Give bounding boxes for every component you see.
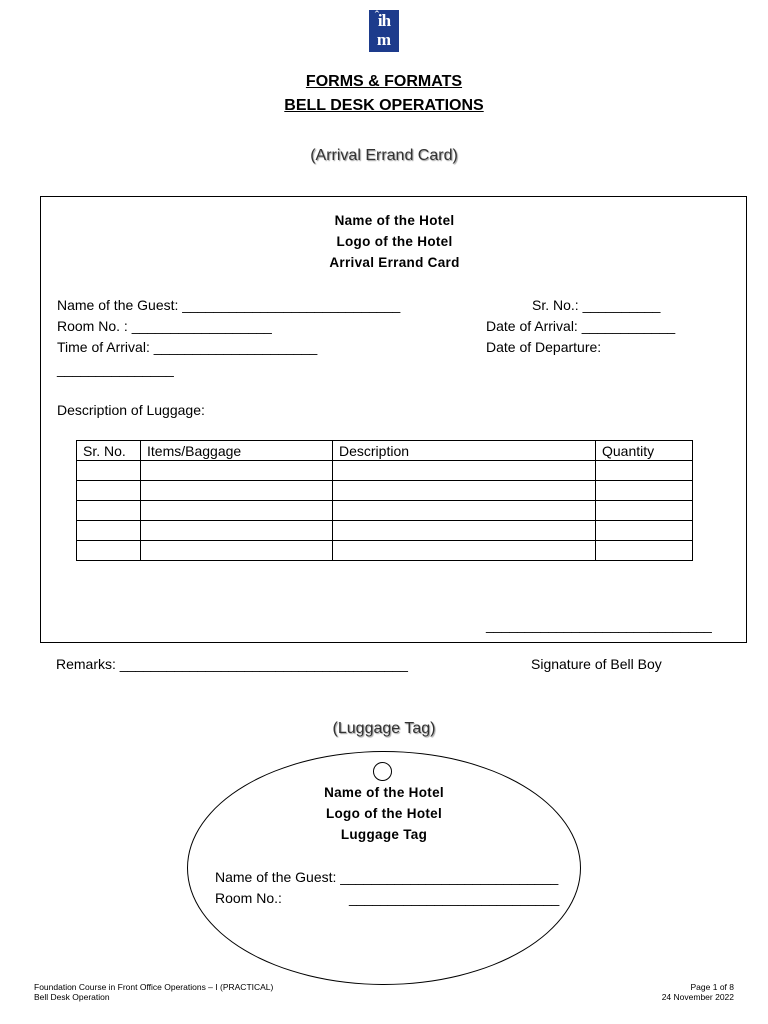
table-row	[77, 521, 693, 541]
table-cell[interactable]	[141, 501, 333, 521]
guest-name-field[interactable]: Name of the Guest: ____________________________	[57, 297, 401, 313]
table-cell[interactable]	[141, 521, 333, 541]
section-title-arrival-errand-card: (Arrival Errand Card)	[310, 147, 458, 164]
document-subtitle	[0, 97, 768, 115]
footer-course-name: Foundation Course in Front Office Operations – I (PRACTICAL)	[34, 982, 274, 992]
table-cell[interactable]	[333, 501, 596, 521]
title-line-1: FORMS & FORMATS	[305, 73, 463, 90]
table-cell[interactable]	[141, 481, 333, 501]
table-cell[interactable]	[141, 541, 333, 561]
table-header-row	[77, 441, 693, 461]
tag-hotel-name: Name of the Hotel	[324, 785, 444, 800]
tag-room-no-field[interactable]: ___________________________	[349, 890, 560, 906]
section-title-luggage-tag: (Luggage Tag)	[332, 720, 436, 737]
date-of-departure-field[interactable]: _______________	[57, 361, 174, 377]
date-of-arrival-field[interactable]: Date of Arrival: ____________	[486, 318, 676, 334]
table-row	[77, 461, 693, 481]
logo-caret-icon: ^	[374, 10, 380, 18]
tag-room-no-label: Room No.:	[215, 890, 282, 906]
table-cell[interactable]	[596, 481, 693, 501]
footer-date: 24 November 2022	[661, 992, 734, 1002]
footer-left	[34, 982, 273, 1002]
column-header-sr-no: Sr. No.	[77, 441, 141, 461]
footer-right	[662, 982, 734, 1002]
card-hotel-logo: Logo of the Hotel	[336, 234, 453, 249]
document-title	[0, 73, 768, 91]
ihm-logo	[369, 10, 399, 52]
arrival-errand-card	[40, 196, 747, 643]
table-cell[interactable]	[333, 461, 596, 481]
footer-chapter-name: Bell Desk Operation	[34, 992, 110, 1002]
table-row	[77, 541, 693, 561]
sr-no-field[interactable]: Sr. No.: __________	[532, 297, 661, 313]
column-header-quantity: Quantity	[596, 441, 693, 461]
remarks-field[interactable]: Remarks: _____________________________________	[56, 656, 408, 672]
tag-title: Luggage Tag	[340, 827, 428, 842]
signature-line[interactable]: _____________________________	[486, 617, 712, 633]
column-header-description: Description	[333, 441, 596, 461]
table-cell[interactable]	[77, 481, 141, 501]
table-cell[interactable]	[596, 521, 693, 541]
logo-text-bottom: m	[376, 30, 392, 49]
footer-page-number: Page 1 of 8	[690, 982, 734, 992]
tag-hotel-logo: Logo of the Hotel	[325, 806, 443, 821]
table-cell[interactable]	[333, 541, 596, 561]
column-header-items: Items/Baggage	[141, 441, 333, 461]
table-cell[interactable]	[141, 461, 333, 481]
table-cell[interactable]	[596, 501, 693, 521]
card-title: Arrival Errand Card	[329, 255, 460, 270]
table-cell[interactable]	[596, 461, 693, 481]
table-row	[77, 481, 693, 501]
table-cell[interactable]	[77, 541, 141, 561]
card-hotel-name: Name of the Hotel	[334, 213, 455, 228]
table-cell[interactable]	[77, 461, 141, 481]
logo-text-top: ih	[377, 11, 391, 30]
date-of-departure-label: Date of Departure:	[486, 339, 602, 355]
luggage-table	[76, 440, 693, 561]
tag-guest-name-field[interactable]: Name of the Guest: ____________________________	[215, 869, 559, 885]
tag-hole-icon	[373, 762, 392, 781]
table-cell[interactable]	[333, 521, 596, 541]
title-line-2: BELL DESK OPERATIONS	[284, 97, 484, 114]
signature-label: Signature of Bell Boy	[531, 656, 662, 672]
table-cell[interactable]	[596, 541, 693, 561]
luggage-description-label: Description of Luggage:	[57, 402, 205, 418]
table-cell[interactable]	[333, 481, 596, 501]
table-row	[77, 501, 693, 521]
table-cell[interactable]	[77, 521, 141, 541]
room-no-field[interactable]: Room No. : __________________	[57, 318, 272, 334]
table-cell[interactable]	[77, 501, 141, 521]
time-of-arrival-field[interactable]: Time of Arrival: _____________________	[57, 339, 318, 355]
